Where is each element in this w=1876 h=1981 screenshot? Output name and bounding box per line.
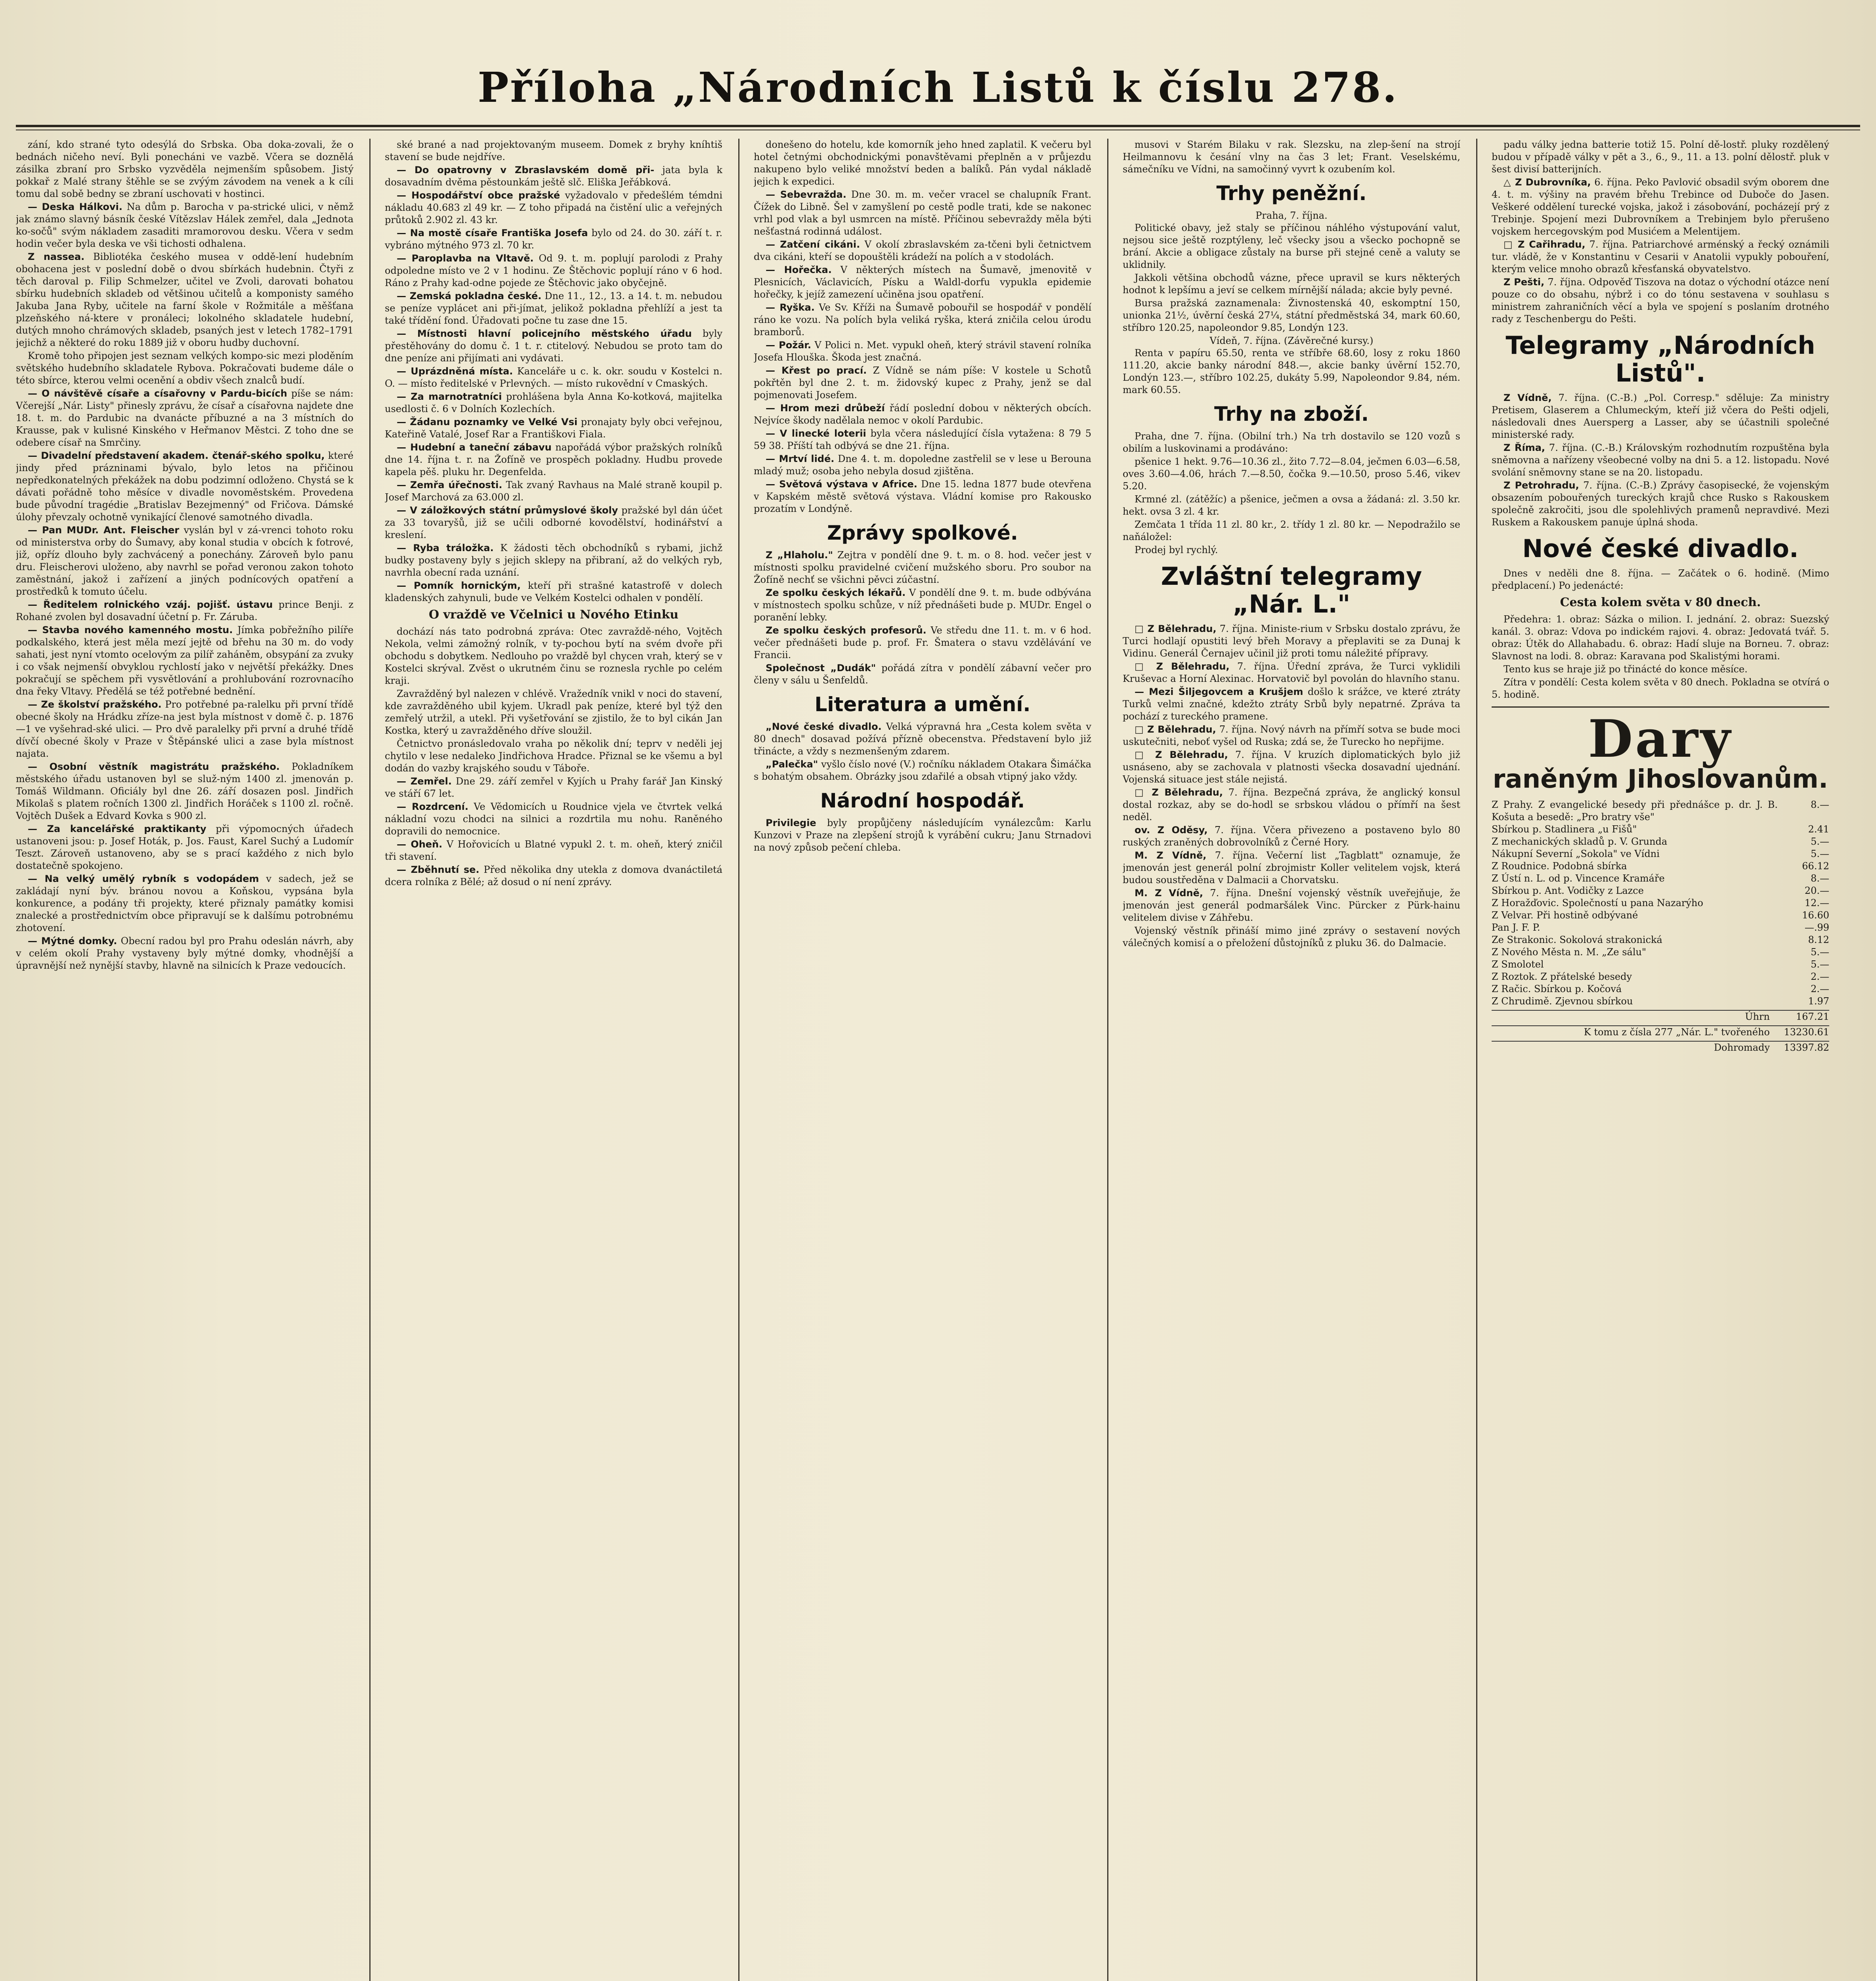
news-item	[16, 935, 353, 972]
donation-donor: Z Roztok. Z přátelské besedy	[1492, 971, 1632, 982]
news-item	[754, 549, 1091, 586]
donation-row	[1492, 885, 1829, 897]
donation-row	[1492, 971, 1829, 983]
news-item-heading: — Uprázdněná místa.	[397, 366, 513, 377]
donation-row	[1492, 934, 1829, 946]
news-item-heading: — Paroplavba na Vltavě.	[397, 253, 534, 264]
news-item-heading: Z Vídně,	[1503, 392, 1552, 403]
article-paragraph: dochází nás tato podrobná zpráva: Otec zavraždě-ného, Vojtěch Nekola, velmi zámožný rolník, v ty-pochou bytí na svém dvoře při obchodu s dobytkem. Nedlouho po vraždě byl chycen vrah, který se v Kostelci skrýval. Zvěst o ukrutném činu se roznesla rychle po celém kraji.	[385, 626, 722, 686]
news-item-text: 7. října. Včera přivezeno a postaveno bylo 80 ruských zraněných dobrovolníků z Černé Hory.	[1123, 824, 1460, 848]
donation-row	[1492, 958, 1829, 971]
news-item	[385, 328, 722, 365]
news-item-heading: — Hrom mezi drůbeží	[766, 403, 885, 414]
donation-row	[1492, 946, 1829, 958]
dateline: Vídeň, 7. října. (Závěrečné kursy.)	[1209, 335, 1374, 346]
article-paragraph: ské brané a nad projektovaným museem. Domek z bryhy kníhtiš stavení se bude nejdříve.	[385, 139, 722, 162]
news-item	[16, 624, 353, 698]
donation-donor: Sbírkou p. Stadlinera „u Fišů"	[1492, 824, 1637, 835]
donation-donor: Z mechanických skladů p. V. Grunda	[1492, 836, 1668, 847]
news-item-text: pražské byl dán účet za 33 tovaryšů, již se učili odborné kovodělství, hodinářství a kreslení.	[385, 505, 722, 540]
news-item-text: V Polici n. Met. vypukl oheň, který strávil stavení rolníka Josefa Hlouška. Škoda jest značná.	[754, 340, 1091, 363]
news-item	[754, 189, 1091, 238]
news-item-text: byly přestěhovány do domu č. 1 t. r. ctitelový. Nebudou se proto tam do dne peníze ani přijímati ani vydávati.	[385, 328, 722, 364]
news-item-text: 7. října. Patriarchové arménský a řecký oznámili tur. vládě, že v Konstantinu v Cesarii v Anatolii vypukly pobouření, kterým velice mnoho obrazů křesťanská obyvatelstvo.	[1492, 239, 1829, 275]
news-item	[16, 387, 353, 449]
article-paragraph: Četnictvo pronásledovalo vraha po několik dní; teprv v neděli jej chytilo v lese nedaleko Jindřichova Hradce. Přiznal se ke všemu a byl dodán do vazby krajského soudu v Táboře.	[385, 738, 722, 774]
news-item-text: V některých místech na Šumavě, jmenovitě v Plesnicích, Václavicích, Písku a Waldl-dorfu vypukla epidemie hořečky, k jejíž zamezení učiněna jsou opatření.	[754, 264, 1091, 300]
news-item-text: Kanceláře u c. k. okr. soudu v Kostelci n. O. — místo ředitelské v Prlevných. — místo rukovědní v Cmaských.	[385, 366, 722, 389]
donation-row	[1492, 836, 1829, 848]
news-item-heading: — Zatčení cikáni.	[766, 239, 860, 250]
article-paragraph: Zemčata 1 třída 11 zl. 80 kr., 2. třídy 1 zl. 80 kr. — Nepodražilo se naňáložel:	[1123, 519, 1460, 542]
news-item-text: V Hořovicích u Blatné vypukl 2. t. m. oheň, který zničil tři stavení.	[385, 839, 722, 862]
donation-amount: 16.60	[1802, 910, 1829, 921]
news-item-text: Na dům p. Barocha v pa-strické ulici, v němž jak známo slavný básník české Vítězslav Hálek zemřel, dala „Jednota ko-sočů" svým nákladem zasaditi mramorovou desku. Včera v sedm hodin večer byla deska ve vši tichosti odhalena.	[16, 201, 353, 249]
donation-row	[1492, 848, 1829, 860]
section-heading: Zvláštní telegramy „Nár. L."	[1161, 562, 1422, 618]
news-item-heading: — Žádanu poznamky ve Velké Vsi	[397, 416, 578, 427]
news-item-heading: — V linecké loterii	[766, 428, 866, 439]
news-item-text: v sadech, jež se zakládají nyní býv. bránou novou a Koňskou, vypsána byla konkurence, a podány tři projekty, které přiznaly památky komisi znalecké a prostřednictvím obce připravují se k dalšímu potrobnému zhotovení.	[16, 873, 353, 933]
column-3	[754, 139, 1091, 1981]
news-item-heading: — Ze školství pražského.	[28, 699, 162, 710]
news-item	[754, 365, 1091, 401]
news-item-text: 7. října. Dnešní vojenský věstník uveřejňuje, že jmenován jest generál podmaršálek Vinc. Pürcker z Pürk-hainu velitelem divise v Záhřebu.	[1123, 887, 1460, 923]
donation-amount: 8.—	[1811, 873, 1829, 884]
news-item-heading: — Hudební a taneční zábavu	[397, 442, 552, 453]
news-item-text: 7. října. Bezpečná zpráva, že anglický konsul dostal rozkaz, aby se do-hodl se srbskou vládou o přímří na šest neděl.	[1123, 787, 1460, 823]
news-item-text: Dne 11., 12., 13. a 14. t. m. nebudou se peníze vyplácet ani při-jímat, jelikož pokladna přehlíží a jest ta také třídění fond. Úřadovati počne tu zase dne 15.	[385, 290, 722, 326]
article-paragraph: Kromě toho připojen jest seznam velkých kompo-sic mezi ploděním světského hudebního skladatele Rybova. Pokračovati budeme dále o této sbírce, kterou velmi ocenění a obdiv všech znalců budí.	[16, 350, 353, 386]
donation-amount: 2.—	[1811, 971, 1829, 982]
news-item	[385, 290, 722, 327]
news-item	[1492, 392, 1829, 441]
news-item	[1123, 686, 1460, 723]
news-item	[385, 838, 722, 863]
section-heading: Trhy na zboží.	[1214, 403, 1369, 426]
news-item-heading: — Ryba tráložka.	[397, 542, 494, 553]
masthead-title: Příloha „Národních Listů k číslu 278.	[478, 63, 1398, 112]
masthead	[0, 59, 1876, 115]
news-item-text: 7. října. (C.-B.) „Pol. Corresp." sděluje: Za ministry Pretisem, Glaserem a Chlumeckým, kteří již včera do Pešti odjeli, následovali dnes Auersperg a Lasser, aby se účastnili společné ministerské rady.	[1492, 392, 1829, 440]
news-item	[385, 164, 722, 189]
news-item-text: 7. října. (C.-B.) Královským rozhodnutím rozpuštěna byla sněmovna a nařízeny všeobecné volby na dni 5. a 12. listopadu. Nové svolání sněmovny stane se na 20. listopadu.	[1492, 442, 1829, 478]
news-item	[754, 264, 1091, 301]
column-rule	[369, 139, 371, 1981]
news-item	[16, 201, 353, 250]
donation-donor: Z Chrudimě. Zjevnou sbírkou	[1492, 996, 1633, 1007]
donation-row	[1492, 922, 1829, 934]
news-item-heading: Ze spolku českých profesorů.	[766, 625, 927, 636]
news-item-heading: Ze spolku českých lékařů.	[766, 587, 906, 598]
article-paragraph: padu války jedna batterie totiž 15. Polní dě-lostř. pluky rozdělený budou v případě války v pět a 3., 6., 9., 11. a 13. polní dělostř. pluk v šest divisí batterijních.	[1492, 139, 1829, 175]
news-item-heading: — Zemřa úřečnosti.	[397, 479, 502, 490]
news-item-heading: Z Říma,	[1503, 442, 1546, 453]
donation-amount: 8.12	[1808, 934, 1829, 945]
donation-amount: 5.—	[1811, 959, 1829, 970]
news-item	[754, 587, 1091, 624]
news-item-text: 7. října. Nový návrh na přímří sotva se bude moci uskutečniti, neboť vyšel od Ruska; zdá se, že Turecko ho nepřijme.	[1123, 724, 1460, 747]
news-item-heading: — Pomník hornickým,	[397, 580, 521, 591]
news-item	[1123, 849, 1460, 886]
news-item-heading: — Požár.	[766, 340, 811, 351]
news-item-text: pořádá zítra v pondělí zábavní večer pro členy v sálu u Šenfeldů.	[754, 662, 1091, 686]
news-item-heading: Společnost „Dudák"	[766, 662, 876, 674]
news-item	[385, 864, 722, 888]
section-heading: Nové české divadlo.	[1522, 534, 1799, 563]
news-item-text: Dne 4. t. m. dopoledne zastřelil se v lese u Berouna mladý muž; osoba jeho nebyla dosud zjištěna.	[754, 453, 1091, 477]
news-item-heading: — Oheň.	[397, 839, 443, 850]
news-item	[16, 251, 353, 349]
news-item	[754, 624, 1091, 661]
donation-row	[1492, 860, 1829, 872]
news-item	[754, 721, 1091, 758]
news-item-heading: — Světová výstava v Africe.	[766, 479, 917, 490]
news-item	[16, 524, 353, 598]
news-item-text: Obecní radou byl pro Prahu odeslán návrh, aby v celém okolí Prahy vystaveny byly mýtné domky, vhodnější a úpravnější než nynější stavby, hlavně na silnicích k Praze vedoucích.	[16, 935, 353, 971]
donation-total	[1492, 1041, 1829, 1054]
news-item-heading: — Hořečka.	[766, 264, 832, 275]
total-label: Úhrn	[1745, 1011, 1770, 1022]
news-item-heading: „Nové české divadlo.	[766, 721, 882, 732]
article-paragraph: Vojenský věstník přináší mimo jiné zprávy o sestavení nových válečných komisí a o přeložení důstojníků z pluku 36. do Dalmacie.	[1123, 925, 1460, 949]
news-item-text: prohlášena byla Anna Ko-kotková, majitelka usedlosti č. 6 v Dolních Kozlechích.	[385, 391, 722, 414]
donation-donor: Z Ústí n. L. od p. Vincence Kramáře	[1492, 873, 1665, 884]
news-item-heading: — O návštěvě císaře a císařovny v Pardu-bicích	[28, 388, 287, 399]
news-item-text: píše se nám: Včerejší „Nár. Listy" přinesly zprávu, že císař a císařovna najdete dne 18. t. m. do Pardubic na dvanácte příbuzné a na 3 místních do Krausse, pak v kulisné Kinského v Heřmanov Městci. Z toho dne se odebere císař na Smrčiny.	[16, 388, 353, 448]
news-item-heading: M. Z Vídně,	[1135, 887, 1204, 899]
news-item-heading: — Divadelní představení akadem. čtenář-ského spolku,	[28, 450, 325, 461]
news-item-heading: — Rozdrcení.	[397, 801, 468, 812]
news-item-heading: — Mrtví lidé.	[766, 453, 835, 464]
news-item	[16, 761, 353, 822]
news-item-heading: □ Z Bělehradu,	[1135, 787, 1223, 798]
donation-donor: Z Prahy. Z evangelické besedy při přednášce p. dr. J. B. Košuta a besedě: „Pro bratry vše"	[1492, 799, 1778, 823]
column-5	[1492, 139, 1829, 1981]
news-item-text: byly propůjčeny následujícím vynálezcům: Karlu Kunzovi v Praze na zlepšení strojů k vyrábění cukru; Janu Strnadovi na nový způsob pečení chleba.	[754, 817, 1091, 853]
donation-donor: Z Velvar. Při hostině odbývané	[1492, 910, 1638, 921]
news-item	[754, 453, 1091, 477]
news-item-heading: □ Z Bělehradu,	[1135, 724, 1216, 735]
article-paragraph: Prodej byl rychlý.	[1135, 544, 1218, 555]
news-item	[1492, 276, 1829, 325]
news-item-text: Dne 15. ledna 1877 bude otevřena v Kapském městě světová výstava. Vládní komise pro Rakousko prozatím v Londýně.	[754, 479, 1091, 514]
column-grid	[16, 139, 1860, 1981]
news-item-text: bylo od 24. do 30. září t. r. vybráno mýtného 973 zl. 70 kr.	[385, 227, 722, 251]
news-item-text: V okolí zbraslavském za-tčeni byli četnictvem dva cikáni, kteří se dopouštěli krádeží na polích a v stodolách.	[754, 239, 1091, 262]
news-item-heading: — Osobní věstník magistrátu pražského.	[28, 761, 280, 772]
donation-amount: 5.—	[1811, 836, 1829, 847]
subheading: Cesta kolem světa v 80 dnech.	[1560, 595, 1761, 609]
section-heading: Zprávy spolkové.	[827, 521, 1018, 544]
news-item	[1123, 887, 1460, 924]
news-item	[385, 416, 722, 441]
news-item-text: Od 9. t. m. poplují parolodi z Prahy odpoledne místo ve 2 v 1 hodinu. Ze Štěchovic poplují ráno v 6 hod. Ráno z Prahy kad-odne pojede ze Štěchovic jako obyčejně.	[385, 253, 722, 288]
news-item-text: 7. října. Odpověď Tiszova na dotaz o východní otázce není pouze co do obsahu, nýbrž i co do tónu sestavena v souhlasu s ministrem zahraničních věcí a byla ve spojení s poslaním drotného rady z Teschenbergu do Pešti.	[1492, 277, 1829, 324]
news-item	[1123, 749, 1460, 786]
news-item-heading: □ Z Bělehradu,	[1135, 749, 1228, 760]
news-item-heading: Privilegie	[766, 817, 816, 828]
news-item-heading: □ Z Cařihradu,	[1503, 239, 1586, 250]
news-item	[385, 227, 722, 252]
news-item	[385, 801, 722, 838]
news-item	[16, 823, 353, 872]
donations-title: Dary	[1588, 708, 1733, 769]
news-item-text: vyslán byl v zá-vrenci tohoto roku od ministerstva orby do Šumavy, aby konal studia v obcích k fotrové, již, opříz dlouho byly zachvácený a ponechány. Zároveň bylo panu dru. Fleischerovi uloženo, aby navrhl se pořad veronou zakon tohoto zaměstnání, jakož i zařízení a jiných podnícových opatření a prostředků k tomuto účelu.	[16, 525, 353, 597]
news-item	[385, 542, 722, 579]
news-item	[754, 817, 1091, 854]
news-item	[385, 580, 722, 604]
news-item	[1123, 786, 1460, 823]
news-item-heading: „Palečka"	[766, 759, 818, 770]
subheading: O vraždě ve Včelnici u Nového Etinku	[428, 608, 679, 622]
donation-amount: 66.12	[1802, 861, 1829, 872]
news-item	[754, 302, 1091, 338]
article-paragraph: Zavražděný byl nalezen v chlévě. Vražedník vnikl v noci do stavení, kde zavražděného ubil kyjem. Ukradl pak peníze, které byl týž den zemřelý utržil, a utekl. Při vyšetřování se zjistilo, že to byl cikán Jan Kostka, který u zavražděného dříve sloužil.	[385, 688, 722, 736]
donation-donor: Nákupní Severní „Sokola" ve Vídni	[1492, 848, 1660, 859]
news-item-text: 7. října. V kruzích diplomatických bylo již usnáseno, aby se zachovala v platnosti všecka dosavadní ujednání. Vojenská situace jest stále nejistá.	[1123, 749, 1460, 785]
donation-donor: Sbírkou p. Ant. Vodičky z Lazce	[1492, 885, 1644, 896]
news-item-heading: Z Petrohradu,	[1503, 480, 1579, 491]
article-paragraph: Jakkoli většina obchodů vázne, přece upravil se kurs některých hodnot k lepšímu a jeví se celkem mírnější nálada; akcie byly pevné.	[1123, 272, 1460, 296]
dateline: Praha, 7. října.	[1255, 210, 1328, 221]
news-item-text: 7. října. Večerní list „Tagblatt" oznamuje, že jmenován jest generál polní zbrojmistr Koller velitelem vojsk, která budou soustředěna v Dalmacii a Chorvatsku.	[1123, 850, 1460, 886]
donation-row	[1492, 799, 1829, 823]
article-paragraph: Tento kus se hraje již po třinácté do konce měsíce.	[1503, 664, 1748, 675]
column-rule	[1476, 139, 1477, 1981]
donation-row	[1492, 872, 1829, 885]
donation-amount: 2.41	[1808, 824, 1829, 835]
news-item	[1123, 623, 1460, 660]
news-item	[385, 391, 722, 415]
section-heading: Trhy peněžní.	[1216, 182, 1367, 205]
news-item	[385, 365, 722, 390]
donation-donor: Z Smolotel	[1492, 959, 1544, 970]
article-paragraph: Bursa pražská zaznamenala: Živnostenská 40, eskomptní 150, unionka 21½, úvěrní česká 27¼, státní předměstská 34, mark 60.60, stříbro 120.25, napoleondor 9.85, Londýn 123.	[1123, 298, 1460, 333]
news-item	[16, 699, 353, 760]
news-item-text: Před několika dny utekla z domova dvanáctiletá dcera rolníka z Bělé; až dosud o ní není zprávy.	[385, 864, 722, 887]
news-item	[385, 189, 722, 226]
news-item-text: pronajaty byly obci veřejnou, Kateřině Vatalé, Josef Rar a Františkovi Fiala.	[385, 416, 722, 440]
news-item	[754, 758, 1091, 783]
news-item-text: 7. října. (C.-B.) Zprávy časopisecké, že vojenským obsazením pobouřených tureckých krajů chce Rusko s Rakouskem společně zakročiti, jsou dle spolehlivých pramenů nepravdivé. Mezi Ruskem a Rakouskem panuje úplná shoda.	[1492, 480, 1829, 528]
article-paragraph: donešeno do hotelu, kde komorník jeho hned zaplatil. K večeru byl hotel četnými obchodnickými ponavštěvami přeplněn a v průjezdu nakupeno bylo veliké množství beden a balíků. Pán vydal nákladě jejich k expedici.	[754, 139, 1091, 187]
news-item-text: vyžadovalo v předešlém témdni nákladu 40.683 zl 49 kr. — Z toho připadá na čistění ulic a veřejných průtoků 2.902 zl. 43 kr.	[385, 190, 722, 225]
donation-amount: 1.97	[1808, 996, 1829, 1007]
news-item	[754, 339, 1091, 364]
news-item-heading: — Sebevražda.	[766, 189, 846, 200]
news-item	[16, 873, 353, 934]
news-item-heading: — Mezi Šiljegovcem a Krušjem	[1135, 686, 1303, 697]
section-heading: Telegramy „Národních Listů".	[1505, 331, 1815, 387]
news-item-heading: — Zemská pokladna české.	[397, 290, 542, 302]
news-item-heading: — Ryška.	[766, 302, 815, 313]
donation-amount: 8.—	[1811, 799, 1829, 810]
donation-row	[1492, 823, 1829, 836]
news-item-text: Ve středu dne 11. t. m. v 6 hod. večer přednášeti bude p. prof. Fr. Šmatera o stavu vzdělávání ve Francii.	[754, 625, 1091, 660]
news-item	[385, 479, 722, 504]
article-paragraph: Zítra v pondělí: Cesta kolem světa v 80 dnech. Pokladna se otvírá o 5. hodině.	[1492, 677, 1829, 700]
column-rule	[738, 139, 739, 1981]
article-paragraph: Krmné zl. (zátěžíc) a pšenice, ječmen a ovsa a žádaná: zl. 3.50 kr. hekt. ovsa 3 zl. 4 kr.	[1123, 494, 1460, 517]
article-paragraph: pšenice 1 hekt. 9.76—10.36 zl., žito 7.72—8.04, ječmen 6.03—6.58, oves 3.60—4.06, hrách 7.—8.50, čočka 9.—10.50, proso 5.46, vikev 5.20.	[1123, 456, 1460, 492]
news-item	[385, 441, 722, 478]
news-item-text: vyšlo číslo nové (V.) ročníku nákladem Otakara Šimáčka s bohatým obsahem. Obrázky jsou zdařilé a obsah vtipný jako vždy.	[754, 759, 1091, 782]
column-4	[1123, 139, 1460, 1981]
news-item-heading: — Na velký umělý rybník s vodopádem	[28, 873, 259, 884]
news-item-text: Ve Sv. Kříži na Šumavě pobouřil se hospodář v pondělí ráno ke vozu. Na polích byla veliká ryška, která zničila celou úrodu bramborů.	[754, 302, 1091, 338]
news-item-heading: M. Z Vídně,	[1135, 850, 1207, 861]
news-item-text: došlo k srážce, ve které ztráty Turků velmi značné, kdežto ztráty Srbů byly nepatrné. Zpráva ta pochází z tureckého pramene.	[1123, 686, 1460, 722]
news-item-heading: □ Z Bělehradu,	[1135, 623, 1217, 634]
news-item-heading: Z „Hlaholu."	[766, 550, 833, 561]
news-item	[385, 252, 722, 289]
news-item	[16, 599, 353, 623]
news-item-heading: — Křest po prací.	[766, 365, 867, 376]
article-paragraph: Praha, dne 7. října. (Obilní trh.) Na trh dostavilo se 120 vozů s obilím a luskovinami a prodáváno:	[1123, 431, 1460, 454]
column-1	[16, 139, 353, 1981]
column-2	[385, 139, 722, 1981]
news-item-heading: Z nassea.	[28, 251, 85, 262]
news-item	[1492, 442, 1829, 479]
total-label: Dohromady	[1714, 1042, 1770, 1053]
news-item-text: byla včera následující čísla vytažena: 8 79 5 59 38. Příští tah odbývá se dne 21. října.	[754, 428, 1091, 451]
news-item	[754, 662, 1091, 687]
news-item-text: které jindy před prázninami bývalo, bylo letos na přičinou nepředkonatelných překážek na dobu podzimní odloženo. Chystá se k dávati pořádně toho měsíce v divadle novoměstském. Provedena bude původní tragédie „Bratislav Bezejmenný" od Fričova. Dámské úlohy převzaly ochotně vynikající členové samotného divadla.	[16, 450, 353, 523]
news-item	[1492, 176, 1829, 238]
news-item-text: Z Vídně se nám píše: V kostele u Schotů pokřtěn byl dne 2. t. m. židovský kupec z Prahy, jenž se dal pojmenovati Josefem.	[754, 365, 1091, 401]
news-item	[385, 775, 722, 800]
donation-donor: Ze Strakonic. Sokolová strakonická	[1492, 934, 1662, 945]
news-item-text: kteří při strašné katastrofě v dolech kladenských zahynuli, bude ve Velkém Kostelci odhalen v pondělí.	[385, 580, 722, 603]
news-item-heading: — Za kancelářské praktikanty	[28, 823, 206, 834]
news-item-text: Zejtra v pondělí dne 9. t. m. o 8. hod. večer jest v místnosti spolku pravidelné cvičení mužského sboru. Pro soubor na Žofíně nechť se všichni pěvci zúčastní.	[754, 550, 1091, 585]
article-paragraph: musovi v Starém Bilaku v rak. Slezsku, na zlep-šení na strojí Heilmannovu k česání vlny na čas 3 let; Frant. Veselskému, sámečníku ve Vídni, na samočinný vyvrt k ozubením kol.	[1123, 139, 1460, 175]
news-item-heading: — Deska Hálkovi.	[28, 201, 122, 212]
news-item-heading: — Pan MUDr. Ant. Fleischer	[28, 525, 180, 536]
news-item-heading: — Mýtné domky.	[28, 935, 117, 947]
news-item-text: 6. října. Peko Pavlović obsadil svým oborem dne 4. t. m. výšiny na pravém břehu Trebince od Duboče do Jasen. Veškeré oddělení turecké vojska, jakož i zásobování, pocházejí prý z Trebinje. Spojení mezi Dubrovníkem a Trebinjem bylo přerušeno vojskem hercegovským pod Musićem a Melentijem.	[1492, 177, 1829, 237]
donation-row	[1492, 897, 1829, 909]
news-item-text: Pro potřebné pa-ralelku při první třídě obecné školy na Hrádku zříze-na jest byla místnost v domě č. p. 1876—1 ve vyšehrad-ské ulici. — Pro dvě paralelky při první a druhé třídě dívčí obecné školy v Praze v Štěpánské ulici a zase byla místnost najata.	[16, 699, 353, 759]
news-item-heading: — Zemřel.	[397, 776, 452, 787]
news-item-heading: — Místnosti hlavní policejního městského úřadu	[397, 328, 692, 339]
news-item	[1123, 824, 1460, 849]
donation-amount: 2.—	[1811, 983, 1829, 994]
news-item-heading: Z Pešti,	[1503, 277, 1545, 288]
news-item	[1123, 660, 1460, 685]
total-amount: 167.21	[1796, 1011, 1829, 1022]
news-item-text: Dne 29. září zemřel v Kyjích u Prahy farář Jan Kinský ve stáří 67 let.	[385, 776, 722, 799]
donation-total	[1492, 1010, 1829, 1023]
news-item-heading: — Do opatrovny v Zbraslavském domě při-	[397, 164, 655, 176]
donation-amount: 20.—	[1804, 885, 1829, 896]
news-item	[754, 478, 1091, 515]
news-item-text: K žádosti těch obchodníků s rybami, jichž budky postaveny byly s jejich sklepy na přibraní, až do velkých ryb, navrhla obecní rada uznání.	[385, 542, 722, 578]
donation-amount: 5.—	[1811, 848, 1829, 859]
news-item-text: Tak zvaný Ravhaus na Malé straně koupil p. Josef Marchová za 63.000 zl.	[385, 479, 722, 503]
donation-row	[1492, 909, 1829, 922]
news-item	[385, 504, 722, 541]
news-item-heading: — Stavba nového kamenného mostu.	[28, 624, 233, 636]
news-item-text: Jímka pobřežního pilíře podkalského, která jest měla mezí jejtě od břehu na 30 m. do vody sahati, jest nyní vtomto ocelovým za pilíř zaháněm, obsypání za zvuky i co však nejmenší obvyklou rychlostí jako v největší překážky. Dnes pokračují se spěchem při vysvětlování a prohlubování rozrovnacího dna řeky Vltavy. Předělá se též potřebné bednění.	[16, 624, 353, 697]
news-item-heading: □ Z Bělehradu,	[1135, 661, 1230, 672]
news-item-text: jata byla k dosavadním dvěma pěstounkám ještě slč. Eliška Jeřábková.	[385, 164, 722, 188]
news-item	[16, 450, 353, 523]
news-item-text: napořádá výbor pražských rolníků dne 14. října t. r. na Žofíně ve prospěch pokladny. Hudbu provede kapela pěš. pluku hr. Degenfelda.	[385, 442, 722, 477]
donation-donor: Z Horažďovic. Společností u pana Nazarýho	[1492, 897, 1703, 908]
donation-donor: Z Račic. Sbírkou p. Kočová	[1492, 983, 1622, 994]
divider	[1492, 706, 1829, 708]
news-item-text: V pondělí dne 9. t. m. bude odbývána v místnostech spolku schůze, v níž přednášeti bude p. MUDr. Engel o poranění lebky.	[754, 587, 1091, 623]
news-item	[754, 239, 1091, 263]
news-item-text: prince Benji. z Rohané zvolen byl dosavadní účetní p. Fr. Záruba.	[16, 599, 353, 622]
news-item-text: Ve Vědomicích u Roudnice vjela ve čtvrtek velká nákladní vozu chodci na silnici a rozdrtila mu nohu. Raněného dopravili do nemocnice.	[385, 801, 722, 837]
donation-amount: 5.—	[1811, 947, 1829, 958]
total-amount: 13397.82	[1784, 1042, 1829, 1053]
news-item	[1123, 723, 1460, 748]
donations-subtitle: raněným Jihoslovanům.	[1492, 765, 1828, 794]
donation-amount: 12.—	[1804, 897, 1829, 908]
news-item-text: Bibliotéka českého musea v oddě-lení hudebním obohacena jest v poslední době o dvou sbírkách hudebnin. Čtyři z těch daroval p. Filip Schmelzer, učitel ve Zvoli, darovati bohatou sbírku hudebních skladeb od většinou učitelů a komponisty samého Jakuba Jana Ryby, učitele na farní škole v Rožmitále a měšťana plzeňského ná-ktere v pronáleci; lokolného skladatele hudební, dutých mnoho chrámových skladeb, psaných jest v letech 1782–1791 jejichž a některé do roku 1889 již v oboru hudby duchovní.	[16, 251, 353, 348]
news-item-heading: — Za marnotratníci	[397, 391, 502, 402]
news-item-heading: — Zběhnutí se.	[397, 864, 480, 875]
news-item-heading: — V záložkových státní průmyslové školy	[397, 505, 618, 516]
donation-donor: Pan J. F. P.	[1492, 922, 1540, 933]
article-paragraph: zání, kdo strané tyto odesýlá do Srbska. Oba doka-zovali, že o bednách ničeho neví. Byli ponecháni ve vazbě. Včera se doznělá zásilka zbraní pro Srbsko vyzvěděla nejmenším spůsobem. Jistý pokkař z Malé strany štěhle se se zvýým závodem na venek a k cíli tomu dal sobě bedny se zbraní uschovati v hostinci.	[16, 139, 353, 199]
news-item-text: Pokladníkem městského úřadu ustanoven byl se služ-ným 1400 zl. jmenován p. Tomáš Wildmann. Oficiály byl dne 26. září dosazen posl. Jindřich Mikolaš s platem ročních 1300 zl. Jindřich Horáček s 1100 zl. ročně. Vojtěch Dušek a Edvard Kovka s 900 zl.	[16, 761, 353, 821]
article-paragraph: Renta v papíru 65.50, renta ve stříbře 68.60, losy z roku 1860 111.20, akcie banky národní 848.—, akcie banky úvěrní 152.70, Londýn 123.—, stříbro 102.25, dukáty 5.99, Napoleondor 9.84, ném. mark 60.55.	[1123, 347, 1460, 395]
article-paragraph: Předehra: 1. obraz: Sázka o milion. I. jednání. 2. obraz: Suezský kanál. 3. obraz: Vdova po indickém rajovi. 4. obraz: Jedovatá tvář. 5. obraz: Útěk do Allahabadu. 6. obraz: Hadí sluje na Borneu. 7. obraz: Slavnost na lodi. 8. obraz: Karavana pod Skalistými horami.	[1492, 614, 1829, 662]
masthead-rule	[16, 125, 1860, 127]
news-item	[754, 402, 1091, 427]
news-item	[1492, 239, 1829, 275]
section-heading: Literatura a umění.	[814, 693, 1031, 716]
news-item-heading: — Ředitelem rolnického vzáj. pojišť. ústavu	[28, 599, 273, 610]
news-item-text: Dne 30. m. m. večer vracel se chalupník Frant. Čížek do Libně. Šel v zamyšlení po cestě podle trati, kde se nakonec vrhl pod vlak a byl usmrcen na místě. Příčinou sebevraždy měla býti nešťastná rodinná událost.	[754, 189, 1091, 237]
news-item-heading: — Na mostě císaře Františka Josefa	[397, 227, 588, 239]
donation-row	[1492, 995, 1829, 1008]
total-label: K tomu z čísla 277 „Nár. L." tvořeného	[1584, 1027, 1770, 1038]
news-item	[754, 427, 1091, 452]
article-paragraph: Dnes v neděli dne 8. října. — Začátek o 6. hodině. (Mimo předplacení.) Po jedenácté:	[1492, 568, 1829, 591]
column-rule	[1107, 139, 1108, 1981]
news-item-text: 7. října. Ministe-rium v Srbsku dostalo zprávu, že Turci hodlají opustiti levý břeh Moravy a přeplaviti se za Dunaj k Vidinu. Generál Černajev učinil již proti tomu náležité přípravy.	[1123, 623, 1460, 659]
news-item-text: řádí poslední dobou v některých obcích. Nejvíce škody nadělala nemoc v okolí Pardubic.	[754, 403, 1091, 426]
section-heading: Národní hospodář.	[820, 789, 1025, 812]
news-item-text: 7. října. Úřední zpráva, že Turci vyklidili Kruševac a Horní Alexinac. Horvatovič byl povolán do hlavního stanu.	[1123, 661, 1460, 684]
donation-amount: —.99	[1804, 922, 1829, 933]
donation-total	[1492, 1025, 1829, 1038]
donation-row	[1492, 983, 1829, 995]
total-amount: 13230.61	[1784, 1027, 1829, 1038]
donation-donor: Z Roudnice. Podobná sbírka	[1492, 861, 1627, 872]
news-item	[1492, 479, 1829, 529]
donation-donor: Z Nového Města n. M. „Ze sálu"	[1492, 947, 1647, 958]
news-item-heading: △ Z Dubrovníka,	[1503, 177, 1591, 188]
news-item-text: Velká výpravná hra „Cesta kolem světa v 80 dnech" dosavad požívá přízně obecenstva. Představení bylo již třinácte, a vždy s nezmenšeným zdarem.	[754, 721, 1091, 757]
donations-list	[1492, 799, 1829, 1008]
article-paragraph: Politické obavy, jež staly se příčinou náhlého výstupování valut, nejsou sice ještě rozptýleny, leč všecky jsou a všecko pochopně se brání. Akcie a obligace zůstaly na burse při stejné ceně a valuty se uklidnily.	[1123, 222, 1460, 270]
news-item-text: při výpomocných úřadech ustanoveni jsou: p. Josef Hoták, p. Jos. Faust, Karel Suchý a Ludomír Teszt. Zároveň ustanoveno, aby se s prací každého z nich bylo dostatečně spokojeno.	[16, 823, 353, 871]
news-item-heading: — Hospodářství obce pražské	[397, 190, 560, 201]
news-item-heading: ov. Z Oděsy,	[1135, 824, 1208, 836]
